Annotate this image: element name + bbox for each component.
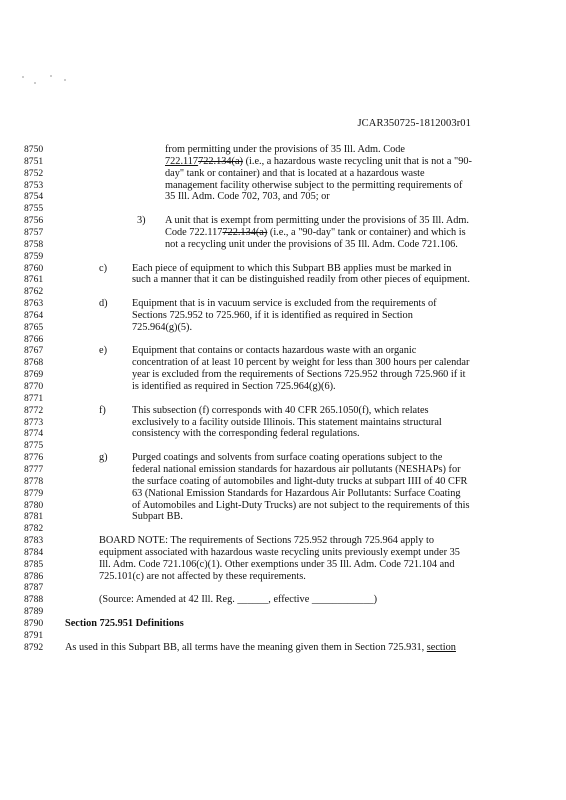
line-8770 bbox=[0, 381, 566, 393]
text-run: (i.e., a hazardous waste recycling unit that is not a "90- bbox=[243, 155, 472, 167]
line-number: 8762 bbox=[24, 286, 44, 298]
text-run: consistency with the corresponding federal regulations. bbox=[132, 428, 360, 440]
line-text bbox=[132, 369, 465, 381]
line-number: 8760 bbox=[24, 262, 44, 274]
inserted-text: section bbox=[426, 641, 456, 653]
line-number: 8792 bbox=[24, 641, 44, 653]
text-run: Purged coatings and solvents from surface coating operations subject to the bbox=[132, 452, 443, 464]
line-8776 bbox=[0, 452, 566, 464]
line-8766 bbox=[0, 334, 566, 346]
text-run: As used in this Subpart BB, all terms have the meaning given them in Section 725.931, bbox=[65, 641, 427, 653]
line-8791 bbox=[0, 630, 566, 642]
line-text bbox=[165, 144, 405, 156]
line-8762 bbox=[0, 286, 566, 298]
line-number: 8757 bbox=[24, 226, 44, 238]
line-8785 bbox=[0, 559, 566, 571]
line-number: 8755 bbox=[24, 203, 44, 215]
line-8777 bbox=[0, 464, 566, 476]
line-8769 bbox=[0, 369, 566, 381]
line-8779 bbox=[0, 488, 566, 500]
line-number: 8786 bbox=[24, 570, 44, 582]
text-run: Section 725.951 Definitions bbox=[65, 618, 184, 629]
line-number: 8790 bbox=[24, 618, 44, 629]
line-number: 8758 bbox=[24, 238, 44, 250]
line-8773 bbox=[0, 417, 566, 429]
line-number: 8751 bbox=[24, 155, 44, 167]
line-number: 8781 bbox=[24, 511, 44, 523]
line-number: 8770 bbox=[24, 381, 44, 392]
line-number: 8785 bbox=[24, 558, 44, 570]
line-text bbox=[165, 168, 425, 180]
line-8767 bbox=[0, 345, 566, 357]
line-8783 bbox=[0, 535, 566, 547]
list-label: g) bbox=[99, 452, 108, 464]
line-number: 8769 bbox=[24, 369, 44, 381]
line-8751 bbox=[0, 156, 566, 168]
line-number: 8764 bbox=[24, 309, 44, 321]
line-number: 8771 bbox=[24, 392, 44, 404]
line-8755 bbox=[0, 203, 566, 215]
line-8754 bbox=[0, 191, 566, 203]
line-number: 8768 bbox=[24, 357, 44, 369]
line-8757 bbox=[0, 227, 566, 239]
line-8759 bbox=[0, 251, 566, 263]
line-text bbox=[132, 310, 413, 322]
line-8775 bbox=[0, 440, 566, 452]
line-number: 8754 bbox=[24, 191, 44, 203]
line-8792 bbox=[0, 642, 566, 654]
line-number: 8765 bbox=[24, 321, 44, 333]
text-run: exclusively to a facility outside Illinois. This statement maintains structural bbox=[132, 416, 442, 428]
line-text bbox=[132, 417, 442, 429]
text-run: Equipment that contains or contacts hazardous waste with an organic bbox=[132, 345, 417, 357]
deleted-text: 722.134(a) bbox=[222, 226, 268, 238]
line-text bbox=[132, 298, 437, 310]
text-run: Equipment that is in vacuum service is excluded from the requirements of bbox=[132, 298, 437, 310]
text-run: (i.e., a "90-day" tank or container) and which is bbox=[267, 226, 466, 238]
line-8786 bbox=[0, 571, 566, 583]
scan-specks bbox=[20, 70, 80, 90]
text-run: Subpart BB. bbox=[132, 511, 183, 523]
list-label: f) bbox=[99, 404, 106, 416]
line-number: 8791 bbox=[24, 629, 44, 641]
text-run: equipment associated with hazardous waste recycling units previously exempt under 35 bbox=[99, 546, 460, 558]
line-text bbox=[132, 381, 336, 393]
line-number: 8773 bbox=[24, 416, 44, 428]
line-text bbox=[132, 405, 429, 417]
text-run: from permitting under the provisions of 35 Ill. Adm. Code bbox=[165, 144, 405, 155]
text-run: This subsection (f) corresponds with 40 CFR 265.1050(f), which relates bbox=[132, 404, 429, 416]
line-8790 bbox=[0, 618, 566, 630]
line-8764 bbox=[0, 310, 566, 322]
line-8756 bbox=[0, 215, 566, 227]
text-run: such a manner that it can be distinguished readily from other pieces of equipment. bbox=[132, 274, 470, 286]
line-8761 bbox=[0, 274, 566, 286]
line-text bbox=[132, 428, 360, 440]
text-run: concentration of at least 10 percent by weight for less than 300 hours per calendar bbox=[132, 357, 470, 369]
line-text bbox=[99, 535, 434, 547]
line-number: 8763 bbox=[24, 298, 44, 310]
line-text bbox=[165, 227, 466, 239]
speck bbox=[34, 82, 36, 84]
speck bbox=[64, 79, 66, 81]
line-text bbox=[132, 488, 461, 500]
line-number: 8753 bbox=[24, 179, 44, 191]
line-number: 8777 bbox=[24, 463, 44, 475]
text-run: 35 Ill. Adm. Code 702, 703, and 705; or bbox=[165, 191, 330, 203]
text-run: federal national emission standards for hazardous air pollutants (NESHAPs) for bbox=[132, 463, 461, 475]
text-run: Ill. Adm. Code 721.106(c)(1). Other exemptions under 35 Ill. Adm. Code 721.104 and bbox=[99, 558, 455, 570]
line-8760 bbox=[0, 263, 566, 275]
line-8781 bbox=[0, 511, 566, 523]
line-8752 bbox=[0, 168, 566, 180]
line-number: 8780 bbox=[24, 499, 44, 511]
line-text bbox=[165, 215, 469, 227]
line-text bbox=[132, 322, 192, 334]
line-8782 bbox=[0, 523, 566, 535]
line-number: 8789 bbox=[24, 606, 44, 618]
line-text bbox=[165, 156, 472, 168]
text-run: 725.101(c) are not affected by these requirements. bbox=[99, 570, 306, 582]
list-label: c) bbox=[99, 262, 107, 274]
line-text bbox=[165, 239, 458, 251]
text-run: the surface coating of automobiles and light-duty trucks at subpart IIII of 40 CFR bbox=[132, 475, 468, 487]
line-number: 8776 bbox=[24, 452, 44, 464]
line-8753 bbox=[0, 180, 566, 192]
line-text bbox=[132, 357, 469, 369]
line-text bbox=[132, 511, 183, 523]
line-text bbox=[132, 464, 461, 476]
line-number: 8787 bbox=[24, 582, 44, 594]
line-text bbox=[99, 559, 454, 571]
line-text bbox=[132, 263, 451, 275]
text-run: BOARD NOTE: The requirements of Sections 725.952 through 725.964 apply to bbox=[99, 535, 434, 547]
line-number: 8788 bbox=[24, 594, 44, 606]
line-text bbox=[165, 180, 462, 192]
line-8778 bbox=[0, 476, 566, 488]
text-run: 725.964(g)(5). bbox=[132, 321, 193, 333]
line-number: 8750 bbox=[24, 144, 44, 155]
line-number: 8779 bbox=[24, 487, 44, 499]
line-8787 bbox=[0, 582, 566, 594]
document-id: JCAR350725-1812003r01 bbox=[357, 118, 471, 129]
line-8789 bbox=[0, 606, 566, 618]
line-text bbox=[132, 500, 469, 512]
line-text bbox=[99, 547, 460, 559]
text-run: Sections 725.952 to 725.960, if it is identified as required in Section bbox=[132, 309, 413, 321]
text-run: year is excluded from the requirements of Sections 725.952 through 725.960 if it bbox=[132, 369, 466, 381]
line-8784 bbox=[0, 547, 566, 559]
line-8780 bbox=[0, 500, 566, 512]
line-number: 8759 bbox=[24, 250, 44, 262]
line-8774 bbox=[0, 428, 566, 440]
line-number: 8752 bbox=[24, 167, 44, 179]
line-number: 8778 bbox=[24, 475, 44, 487]
text-run: 63 (National Emission Standards for Hazardous Air Pollutants: Surface Coating bbox=[132, 487, 461, 499]
line-number: 8783 bbox=[24, 535, 44, 547]
list-label: 3) bbox=[137, 215, 146, 227]
line-text bbox=[132, 476, 467, 488]
line-8772 bbox=[0, 405, 566, 417]
speck bbox=[50, 75, 52, 77]
line-8771 bbox=[0, 393, 566, 405]
inserted-text: 722.117 bbox=[165, 155, 199, 167]
line-8765 bbox=[0, 322, 566, 334]
speck bbox=[22, 76, 24, 78]
line-number: 8775 bbox=[24, 440, 44, 452]
text-run: not a recycling unit under the provisions of 35 Ill. Adm. Code 721.106. bbox=[165, 238, 458, 250]
text-run: is identified as required in Section 725.964(g)(6). bbox=[132, 381, 336, 392]
line-number: 8756 bbox=[24, 215, 44, 227]
text-run: (Source: Amended at 42 Ill. Reg. ______, effective ____________) bbox=[99, 594, 378, 606]
line-text bbox=[99, 594, 377, 606]
text-run: A unit that is exempt from permitting under the provisions of 35 Ill. Adm. bbox=[165, 215, 470, 227]
line-number: 8772 bbox=[24, 404, 44, 416]
text-run: Each piece of equipment to which this Subpart BB applies must be marked in bbox=[132, 262, 452, 274]
line-text bbox=[132, 452, 442, 464]
line-number: 8767 bbox=[24, 345, 44, 357]
list-label: d) bbox=[99, 298, 108, 310]
text-run: Code 722.117 bbox=[165, 226, 223, 238]
line-text bbox=[132, 274, 470, 286]
text-run: management facility otherwise subject to the permitting requirements of bbox=[165, 179, 463, 191]
line-text bbox=[165, 191, 330, 203]
line-number: 8784 bbox=[24, 546, 44, 558]
list-label: e) bbox=[99, 345, 107, 357]
text-run: of Automobiles and Light-Duty Trucks) are not subject to the requirements of this bbox=[132, 499, 470, 511]
line-number: 8766 bbox=[24, 333, 44, 345]
line-text bbox=[65, 642, 456, 654]
deleted-text: 722.134(a) bbox=[198, 155, 243, 167]
line-8788 bbox=[0, 594, 566, 606]
line-text bbox=[65, 618, 184, 630]
line-number: 8761 bbox=[24, 274, 44, 286]
line-8768 bbox=[0, 357, 566, 369]
line-8750 bbox=[0, 144, 566, 156]
text-run: day" tank or container) and that is located at a hazardous waste bbox=[165, 167, 425, 179]
line-number: 8782 bbox=[24, 523, 44, 535]
line-text bbox=[99, 571, 306, 583]
line-number: 8774 bbox=[24, 428, 44, 440]
line-8758 bbox=[0, 239, 566, 251]
line-text bbox=[132, 345, 416, 357]
line-8763 bbox=[0, 298, 566, 310]
